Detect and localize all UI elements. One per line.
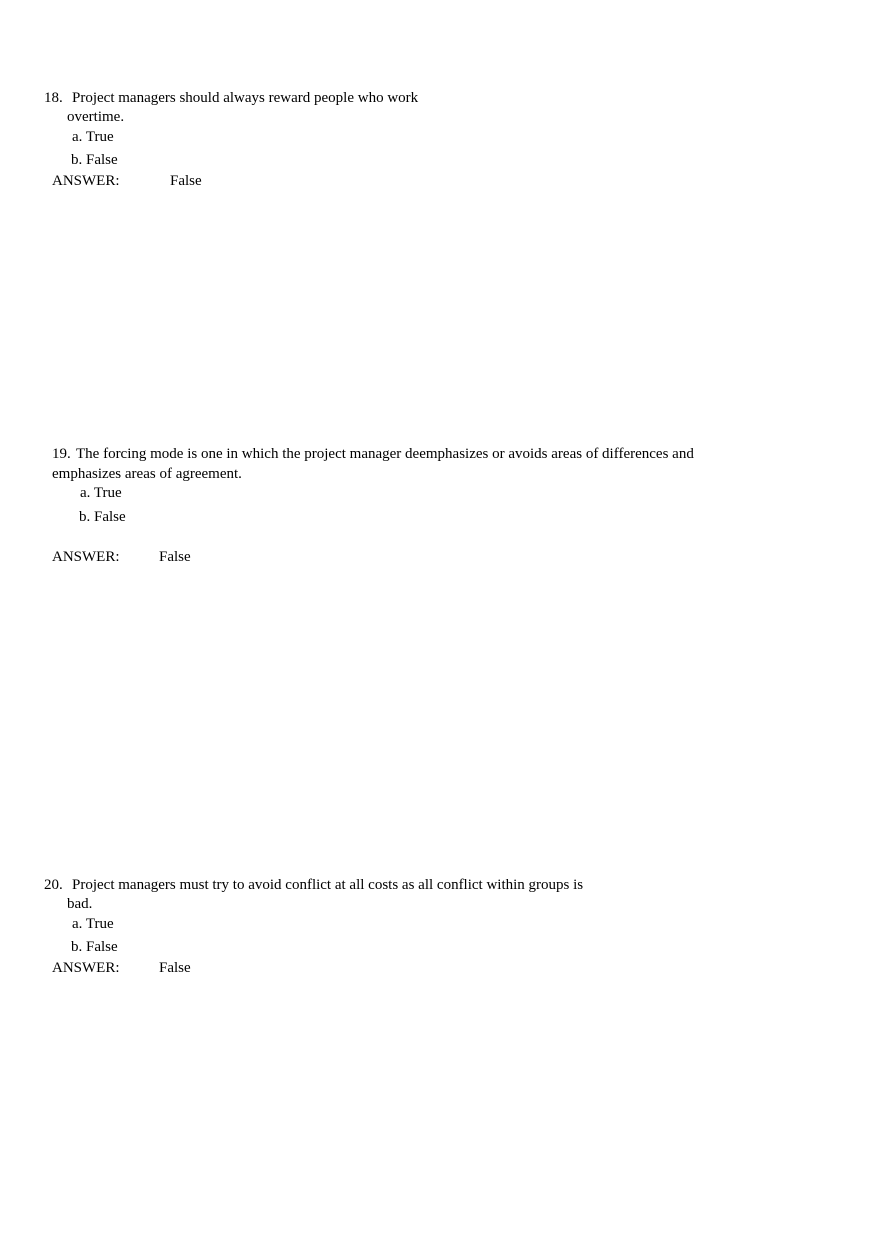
option-a: a. True <box>72 916 114 932</box>
answer-label: ANSWER: <box>52 960 120 976</box>
question-stem-line-1: Project managers must try to avoid conflict at all costs as all conflict within groups is <box>72 877 584 893</box>
question-stem-line-2: emphasizes areas of agreement. <box>52 466 242 482</box>
answer-value: False <box>170 173 202 189</box>
question-stem-line-2: overtime. <box>67 109 125 125</box>
question-number: 18. <box>44 90 63 106</box>
answer-label: ANSWER: <box>52 173 120 189</box>
option-a: a. True <box>72 129 114 145</box>
answer-label: ANSWER: <box>52 549 120 565</box>
question-number: 19. <box>52 446 71 462</box>
option-a: a. True <box>80 485 122 501</box>
option-b: b. False <box>71 152 118 168</box>
question-stem-line-2: bad. <box>67 896 93 912</box>
question-stem-line-1: Project managers should always reward people who work <box>72 90 419 106</box>
answer-value: False <box>159 549 191 565</box>
option-b: b. False <box>71 939 118 955</box>
option-b: b. False <box>79 509 126 525</box>
question-number: 20. <box>44 877 63 893</box>
answer-value: False <box>159 960 191 976</box>
question-stem-line-1: The forcing mode is one in which the project manager deemphasizes or avoids areas of differences and <box>76 446 694 462</box>
